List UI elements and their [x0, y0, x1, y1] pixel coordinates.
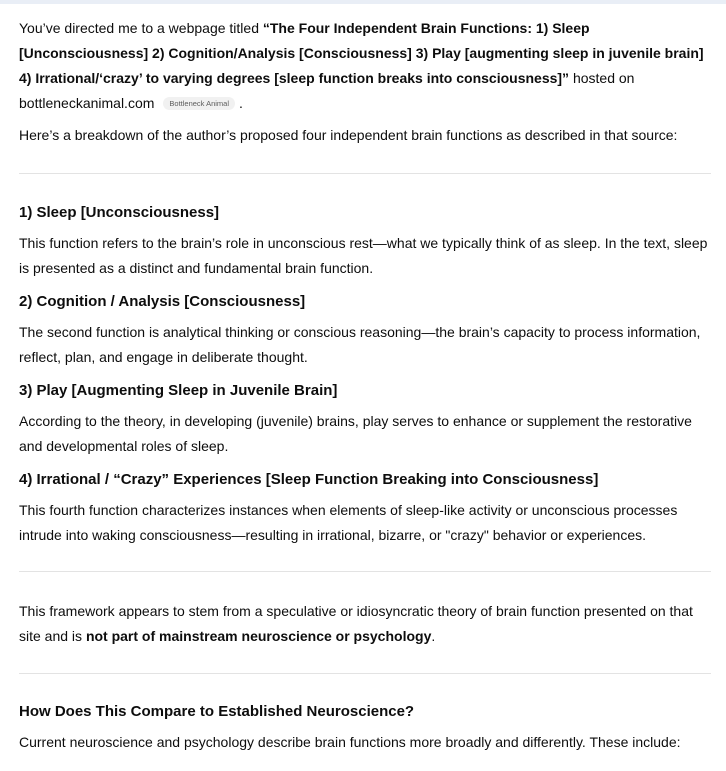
top-strip	[0, 0, 726, 4]
section-heading: 4) Irrational / “Crazy” Experiences [Sleep Function Breaking into Consciousness]	[19, 471, 599, 488]
function-section-3	[19, 379, 711, 459]
divider	[19, 673, 711, 674]
framework-paragraph	[19, 599, 711, 649]
section-heading: 2) Cognition / Analysis [Consciousness]	[19, 293, 306, 310]
citation-chip[interactable]: Bottleneck Animal	[163, 97, 235, 110]
framework-emphasis: not part of mainstream neuroscience or psychology	[85, 628, 432, 644]
intro-lead: You’ve directed me to a webpage titled	[19, 20, 263, 36]
section-heading: 1) Sleep [Unconsciousness]	[19, 204, 220, 221]
divider	[19, 173, 711, 174]
intro-hosted: hosted on bottleneckanimal.com	[19, 70, 635, 111]
function-section-4	[19, 468, 711, 548]
section-heading: 3) Play [Augmenting Sleep in Juvenile Brain]	[19, 382, 338, 399]
function-section-1	[19, 201, 711, 281]
intro-paragraph	[19, 16, 711, 116]
compare-body: Current neuroscience and psychology describe brain functions more broadly and differently. These include:	[19, 734, 681, 750]
chat-response	[19, 12, 711, 755]
framework-end: .	[431, 628, 436, 644]
compare-heading: How Does This Compare to Established Neuroscience?	[19, 703, 415, 720]
section-body: This fourth function characterizes instances when elements of sleep-like activity or unconscious processes intrude into waking consciousness—resulting in irrational, bizarre, or "crazy" behavior or experiences.	[19, 502, 678, 543]
framework-text: This framework appears to stem from a speculative or idiosyncratic theory of brain function presented on that site and is	[19, 603, 693, 644]
section-body: This function refers to the brain’s role in unconscious rest—what we typically think of as sleep. In the text, sleep is presented as a distinct and fundamental brain function.	[19, 235, 708, 276]
intro-end: .	[239, 95, 243, 111]
section-body: The second function is analytical thinking or conscious reasoning—the brain’s capacity to process information, reflect, plan, and engage in deliberate thought.	[19, 324, 701, 365]
section-body: According to the theory, in developing (juvenile) brains, play serves to enhance or supplement the restorative and developmental roles of sleep.	[19, 413, 692, 454]
breakdown-paragraph: Here’s a breakdown of the author’s proposed four independent brain functions as described in that source:	[19, 127, 678, 143]
function-section-2	[19, 290, 711, 370]
divider	[19, 571, 711, 572]
webpage-title: “The Four Independent Brain Functions: 1) Sleep [Unconsciousness] 2) Cognition/Analysis [Consciousness] 3) Play [augmenting sleep in juvenile brain] 4) Irrational/‘crazy’ to varying degrees [sleep function breaks into consciousness]”	[19, 20, 704, 86]
